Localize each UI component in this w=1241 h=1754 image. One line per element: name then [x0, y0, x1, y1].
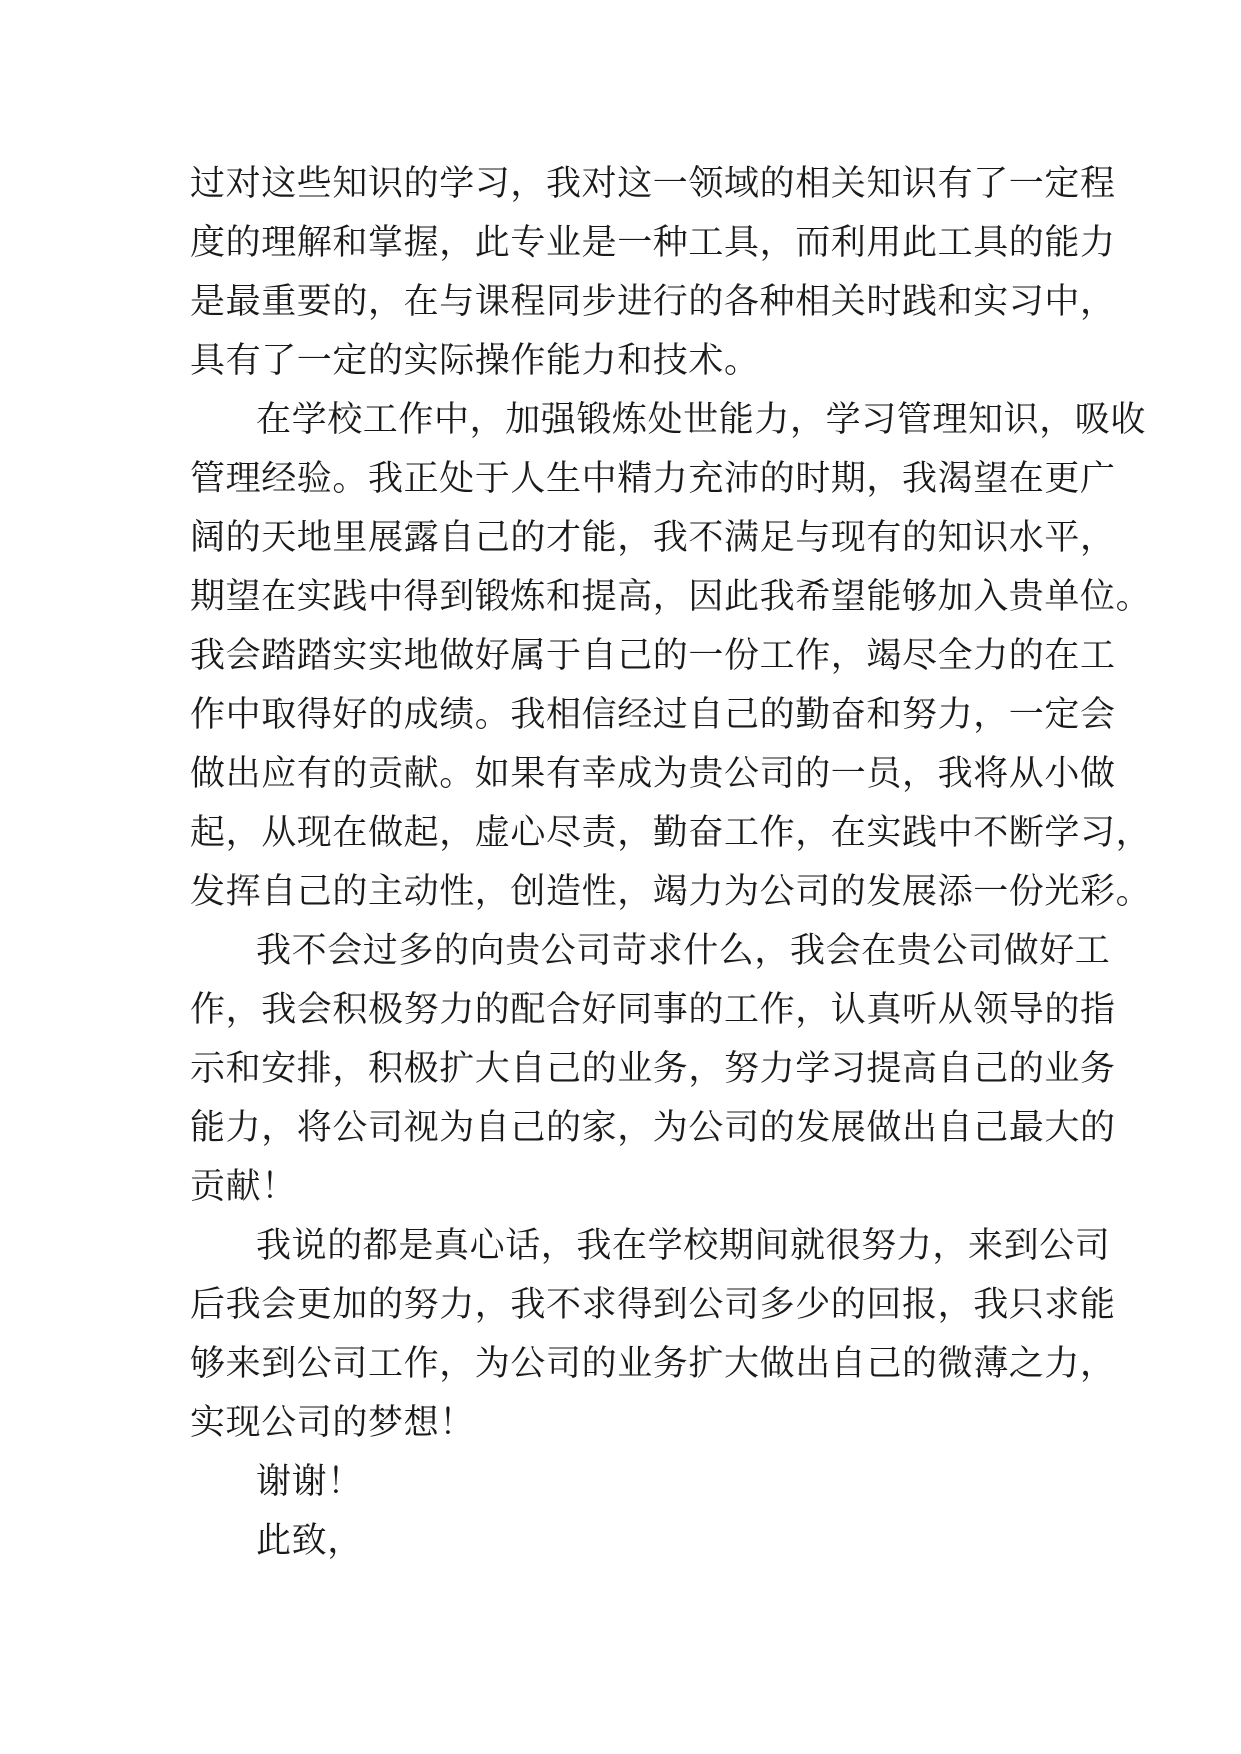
text-line: 过对这些知识的学习，我对这一领域的相关知识有了一定程 — [190, 164, 1116, 204]
text-line: 具有了一定的实际操作能力和技术。 — [190, 341, 760, 381]
closing-thanks: 谢谢！ — [256, 1462, 363, 1502]
text-line: 发挥自己的主动性，创造性，竭力为公司的发展添一份光彩。 — [190, 872, 1152, 912]
text-line: 后我会更加的努力，我不求得到公司多少的回报，我只求能 — [190, 1285, 1116, 1325]
text-line: 做出应有的贡献。如果有幸成为贵公司的一员，我将从小做 — [190, 754, 1116, 794]
text-line: 够来到公司工作，为公司的业务扩大做出自己的微薄之力， — [190, 1344, 1116, 1384]
text-line: 是最重要的，在与课程同步进行的各种相关时践和实习中， — [190, 282, 1116, 322]
paragraph-start-line: 我说的都是真心话，我在学校期间就很努力，来到公司 — [256, 1226, 1111, 1266]
text-line: 起，从现在做起，虚心尽责，勤奋工作，在实践中不断学习， — [190, 813, 1152, 853]
text-line: 管理经验。我正处于人生中精力充沛的时期，我渴望在更广 — [190, 459, 1116, 499]
paragraph-start-line: 我不会过多的向贵公司苛求什么，我会在贵公司做好工 — [256, 931, 1111, 971]
text-line: 作中取得好的成绩。我相信经过自己的勤奋和努力，一定会 — [190, 695, 1116, 735]
text-line: 度的理解和掌握，此专业是一种工具，而利用此工具的能力 — [190, 223, 1116, 263]
text-line: 期望在实践中得到锻炼和提高，因此我希望能够加入贵单位。 — [190, 577, 1152, 617]
text-line: 我会踏踏实实地做好属于自己的一份工作，竭尽全力的在工 — [190, 636, 1116, 676]
text-line: 贡献！ — [190, 1167, 297, 1207]
text-line: 阔的天地里展露自己的才能，我不满足与现有的知识水平， — [190, 518, 1116, 558]
text-line: 作，我会积极努力的配合好同事的工作，认真听从领导的指 — [190, 990, 1116, 1030]
text-line: 能力，将公司视为自己的家，为公司的发展做出自己最大的 — [190, 1108, 1116, 1148]
closing-salutation: 此致， — [256, 1521, 363, 1561]
text-line: 示和安排，积极扩大自己的业务，努力学习提高自己的业务 — [190, 1049, 1116, 1089]
paragraph-start-line: 在学校工作中，加强锻炼处世能力，学习管理知识，吸收 — [256, 400, 1147, 440]
text-line: 实现公司的梦想！ — [190, 1403, 475, 1443]
